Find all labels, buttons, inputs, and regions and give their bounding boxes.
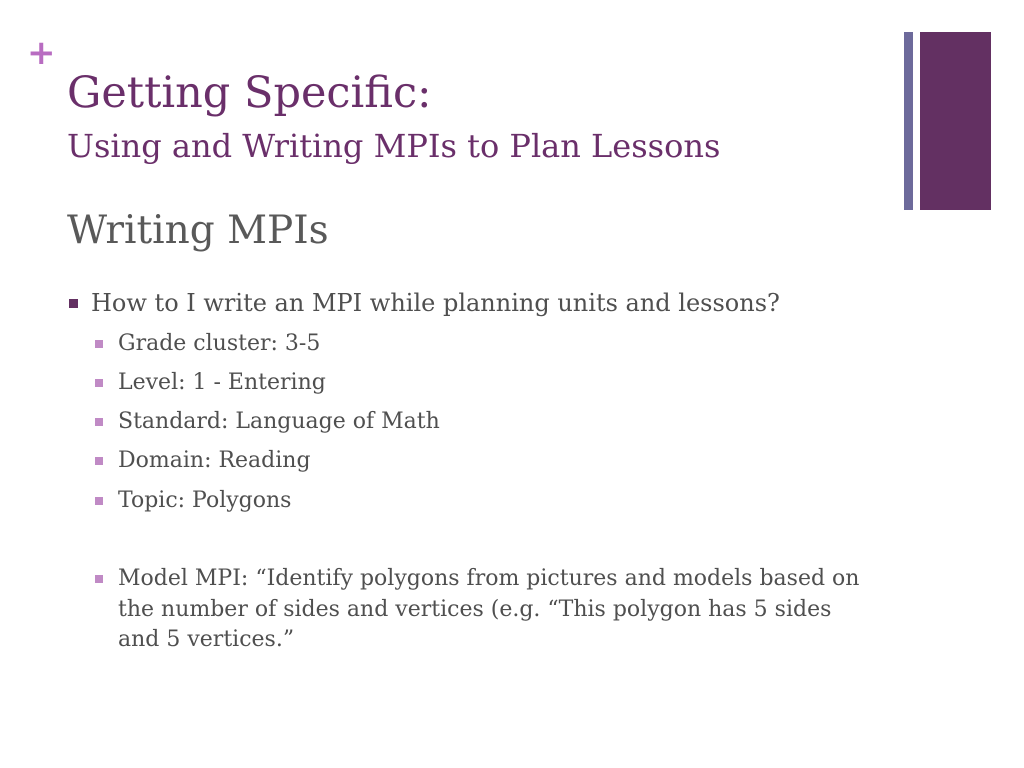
bullet-level-text: Level: 1 - Entering — [118, 370, 326, 395]
bullet-question — [91, 287, 780, 319]
bullet-model-mpi-text: Model MPI: “Identify polygons from pictures and models based on the number of sides and vertices (e.g. “This polygon has 5 sides and 5 vertices.” — [118, 566, 860, 652]
bullet-standard — [118, 407, 440, 437]
bullet-standard-text: Standard: Language of Math — [118, 409, 440, 434]
square-bullet-icon — [69, 299, 78, 308]
bullet-domain-text: Domain: Reading — [118, 448, 311, 473]
section-heading: Writing MPIs — [67, 208, 329, 253]
square-bullet-icon — [95, 575, 103, 583]
decorative-bar-purple — [920, 32, 991, 210]
square-bullet-icon — [95, 340, 103, 348]
bullet-grade-cluster — [118, 329, 320, 359]
decorative-bar-slate — [904, 32, 913, 210]
slide-title: Getting Specific: — [67, 68, 432, 118]
bullet-question-text: How to I write an MPI while planning units and lessons? — [91, 289, 780, 317]
bullet-grade-cluster-text: Grade cluster: 3-5 — [118, 331, 321, 356]
square-bullet-icon — [95, 418, 103, 426]
bullet-domain — [118, 446, 311, 476]
square-bullet-icon — [95, 379, 103, 387]
slide-subtitle: Using and Writing MPIs to Plan Lessons — [67, 127, 721, 165]
square-bullet-icon — [95, 497, 103, 505]
bullet-level — [118, 368, 326, 398]
plus-icon: + — [27, 33, 56, 73]
bullet-topic-text: Topic: Polygons — [118, 488, 292, 513]
bullet-topic — [118, 486, 291, 516]
bullet-model-mpi — [118, 564, 878, 656]
square-bullet-icon — [95, 457, 103, 465]
